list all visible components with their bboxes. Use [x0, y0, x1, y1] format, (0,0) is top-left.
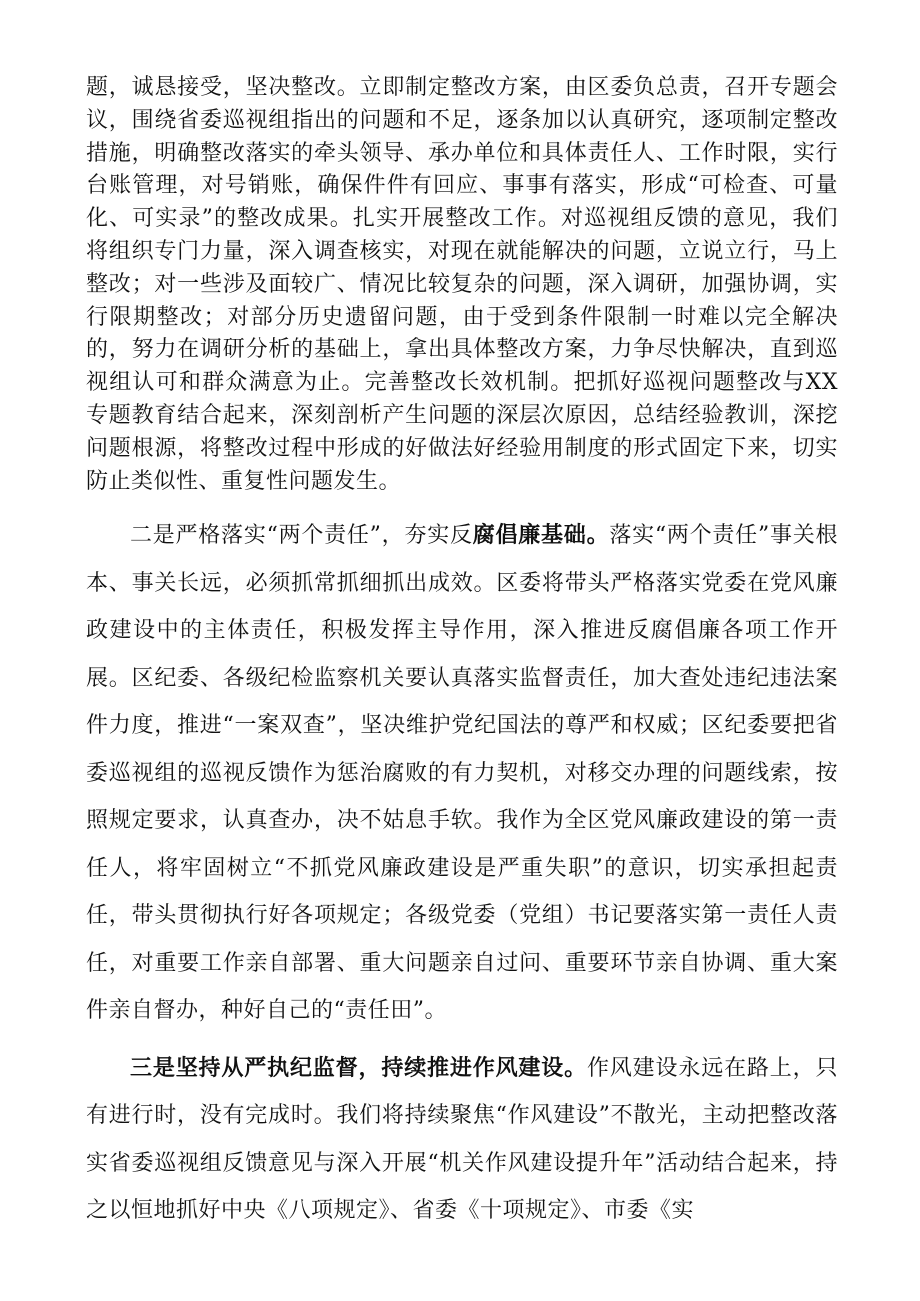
paragraph-two-heading-bold: 腐倡廉基础。 [472, 522, 610, 549]
paragraph-three-body: 作风建设永远在路上，只有进行时，没有完成时。我们将持续聚焦“作风建设”不散光，主动把整改落实省委巡视组反馈意见与深入开展“机关作风建设提升年”活动结合起来，持之以恒地抓好中央《八项规定》、省委《十项规定》、市委《实 [86, 1055, 838, 1224]
document-page [86, 72, 838, 1235]
paragraph-three-heading: 三是坚持从严执纪监督，持续推进作风建设。 [130, 1054, 587, 1081]
paragraph-rectification-measures: 题，诚恳接受，坚决整改。立即制定整改方案，由区委负总责，召开专题会议，围绕省委巡视组指出的问题和不足，逐条加以认真研究，逐项制定整改措施，明确整改落实的牵头领导、承办单位和具体责任人、工作时限，实行台账管理，对号销账，确保件件有回应、事事有落实，形成“可检查、可量化、可实录”的整改成果。扎实开展整改工作。对巡视组反馈的意见，我们将组织专门力量，深入调查核实，对现在就能解决的问题，立说立行，马上整改；对一些涉及面较广、情况比较复杂的问题，深入调研，加强协调，实行限期整改；对部分历史遗留问题，由于受到条件限制一时难以完全解决的，努力在调研分析的基础上，拿出具体整改方案，力争尽快解决，直到巡视组认可和群众满意为止。完善整改长效机制。把抓好巡视问题整改与XX专题教育结合起来，深刻剖析产生问题的深层次原因，总结经验教训，深挖问题根源，将整改过程中形成的好做法好经验用制度的形式固定下来，切实防止类似性、重复性问题发生。 [86, 75, 838, 494]
paragraph-two-heading-plain: 二是严格落实“两个责任”，夯实反 [130, 523, 473, 549]
paragraph-two-body: 落实“两个责任”事关根本、事关长远，必须抓常抓细抓出成效。区委将带头严格落实党委在党风廉政建设中的主体责任，积极发挥主导作用，深入推进反腐倡廉各项工作开展。区纪委、各级纪检监察机关要认真落实监督责任，加大查处违纪违法案件力度，推进“一案双查”，坚决维护党纪国法的尊严和权威；区纪委要把省委巡视组的巡视反馈作为惩治腐败的有力契机，对移交办理的问题线索，按照规定要求，认真查办，决不姑息手软。我作为全区党风廉政建设的第一责任人，将牢固树立“不抓党风廉政建设是严重失职”的意识，切实承担起责任，带头贯彻执行好各项规定；各级党委（党组）书记要落实第一责任人责任，对重要工作亲自部署、重大问题亲自过问、重要环节亲自协调、重大案件亲自督办，种好自己的“责任田”。 [86, 523, 838, 1024]
paragraph-discipline-supervision [86, 1045, 838, 1235]
paragraph-two-responsibilities [86, 512, 838, 1035]
